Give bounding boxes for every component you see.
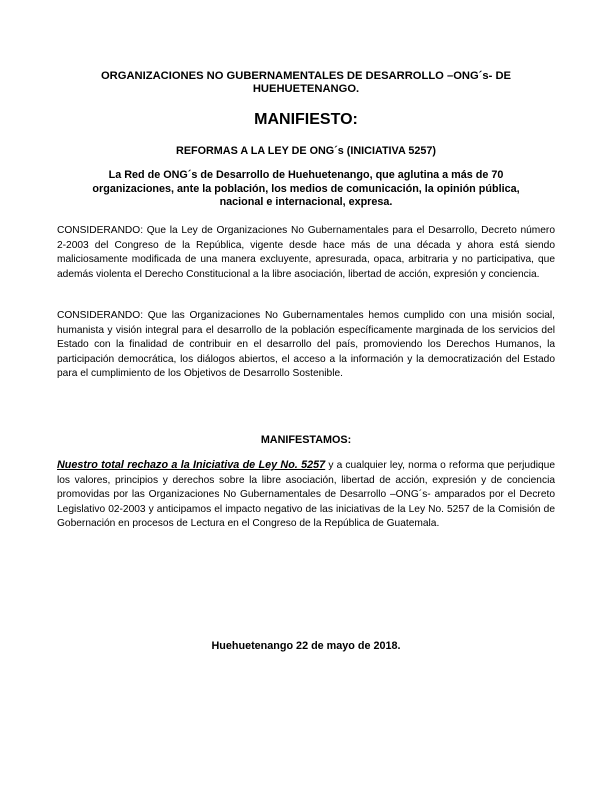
manifestamos-heading: MANIFESTAMOS: [260, 434, 352, 446]
organization-heading-line2: HUEHUETENANGO. [252, 83, 360, 95]
considerando-paragraph-2: CONSIDERANDO: Que las Organizaciones No Gubernamentales hemos cumplido con una misión social, humanista y visión integral para el desarrollo de la población específicamente marginada de los servicios del Estado con la finalidad de contribuir en el desarrollo del país, promoviendo los Derechos Humanos, la participación democrática, los diálogos abiertos, el acceso a la información y la democratización del Estado para el cumplimiento de los Objetivos de Desarrollo Sostenible. [57, 310, 555, 379]
organization-heading [60, 70, 552, 96]
intro-line2: organizaciones, ante la población, los medios de comunicación, la opinión pública, [92, 182, 520, 195]
document-subtitle: REFORMAS A LA LEY DE ONG´s (INICIATIVA 5257) [176, 145, 436, 157]
document-title: MANIFIESTO: [254, 111, 358, 128]
considerando-paragraph-1: CONSIDERANDO: Que la Ley de Organizaciones No Gubernamentales para el Desarrollo, Decreto número 2-2003 del Congreso de la República, vigente desde hace más de una década y ahora está siendo maliciosamente modificada de una manera excluyente, apresurada, opaca, arbitraria y no participativa, que además violenta el Derecho Constitucional a la libre asociación, libertad de acción, expresión y conciencia. [57, 225, 555, 280]
intro-line3: nacional e internacional, expresa. [219, 196, 393, 209]
date-line: Huehuetenango 22 de mayo de 2018. [211, 640, 401, 652]
declaration-paragraph [57, 458, 555, 532]
declaration-body: y a cualquier ley, norma o reforma que perjudique los valores, principios y derechos sobre la libre asociación, libertad de acción, expresión y de conciencia promovidas por las Organizaciones No Gubernamentales de Desarrollo –ONG´s- amparados por el Decreto Legislativo 02-2003 y anticipamos el impacto negativo de las iniciativas de la Ley No. 5257 de la Comisión de Gobernación en procesos de Lectura en el Congreso de la República de Guatemala. [57, 460, 555, 529]
intro-paragraph [62, 169, 550, 210]
organization-heading-line1: ORGANIZACIONES NO GUBERNAMENTALES DE DESARROLLO –ONG´s- DE [100, 70, 512, 82]
declaration-lead: Nuestro total rechazo a la Iniciativa de Ley No. 5257 [57, 459, 326, 471]
intro-line1: La Red de ONG´s de Desarrollo de Huehuetenango, que aglutina a más de 70 [108, 169, 504, 181]
